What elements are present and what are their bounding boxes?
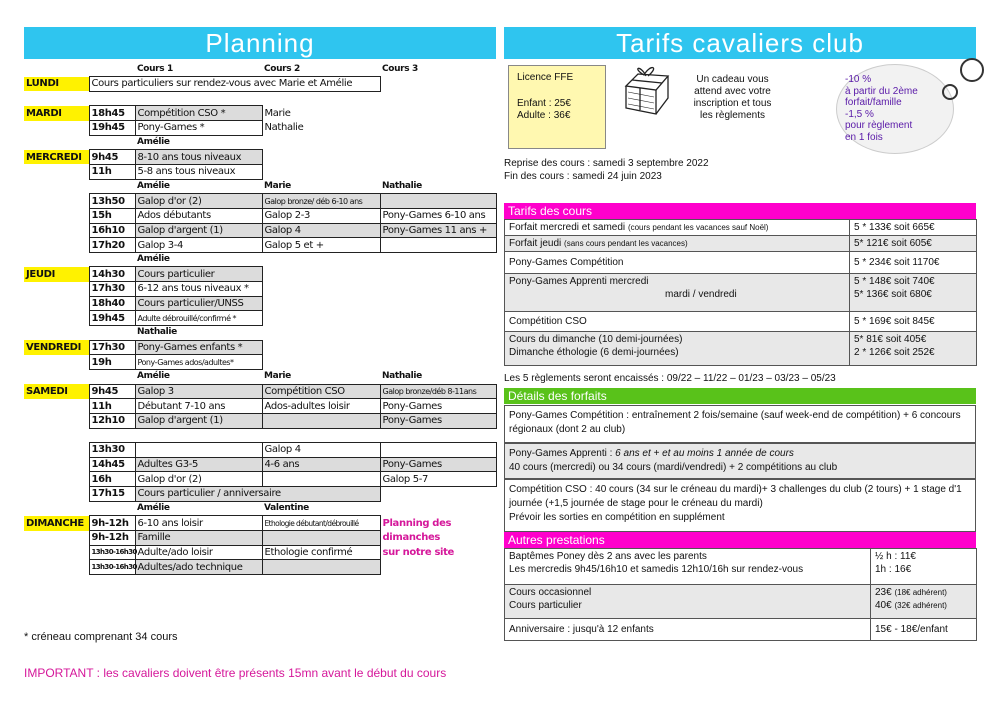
tarif-row <box>505 312 977 332</box>
time-cell: 16h <box>89 472 135 487</box>
cadeau-line: inscription et tous <box>693 98 772 109</box>
course-cell: Galop 4 <box>262 443 380 458</box>
time-cell: 14h30 <box>89 267 135 282</box>
bubble-ring <box>942 84 958 100</box>
course-cell <box>380 194 496 209</box>
instructor-label: Amélie <box>137 371 170 382</box>
mardi-row <box>24 121 496 136</box>
forfait-label: Pony-Games Apprenti : <box>509 448 616 459</box>
course-cell: Galop bronze/ déb 6-10 ans <box>262 194 380 209</box>
autre-label: Anniversaire : jusqu'à 12 enfants <box>505 619 871 641</box>
tarif-label: Forfait jeudi <box>509 238 562 249</box>
mercredi-row <box>24 208 496 223</box>
course-cell: Galop 5 et + <box>262 238 380 253</box>
time-cell: 19h45 <box>89 121 135 136</box>
tarif-row <box>505 252 977 274</box>
autres-table <box>504 548 977 641</box>
instructor-label: Amélie <box>137 254 170 265</box>
course-cell: 5-8 ans tous niveaux <box>135 164 262 179</box>
day-dimanche: DIMANCHE <box>24 516 89 531</box>
forfait-detail: Prévoir les sorties en compétition en supplément <box>509 512 725 523</box>
vendredi-row <box>24 340 496 355</box>
time-cell: 17h20 <box>89 238 135 253</box>
reprise-text: Reprise des cours : samedi 3 septembre 2022 <box>504 158 709 169</box>
course-cell: 4-6 ans <box>262 457 380 472</box>
tarif-label: mardi / vendredi <box>665 289 737 300</box>
course-cell: Galop d'argent (1) <box>135 223 262 238</box>
discount-line: -10 % <box>845 74 872 85</box>
samedi-row <box>24 413 496 428</box>
discount-line: pour règlement <box>845 120 913 131</box>
autre-row <box>505 585 977 619</box>
licence-box <box>508 65 606 149</box>
vendredi-row <box>24 355 496 370</box>
tarif-note: (sans cours pendant les vacances) <box>564 239 688 248</box>
day-vendredi: VENDREDI <box>24 340 89 355</box>
licence-adulte: Adulte : 36€ <box>517 110 571 121</box>
course-cell: Pony-Games <box>380 457 496 472</box>
course-cell: Compétition CSO <box>262 384 380 399</box>
day-jeudi: JEUDI <box>24 267 89 282</box>
autre-label: Les mercredis 9h45/16h10 et samedis 12h10/16h sur rendez-vous <box>509 564 804 575</box>
time-cell: 17h15 <box>89 487 135 502</box>
dimanche-row <box>24 531 496 546</box>
licence-enfant: Enfant : 25€ <box>517 98 571 109</box>
course-cell <box>262 560 380 575</box>
important-note: IMPORTANT : les cavaliers doivent être présents 15mn avant le début du cours <box>24 666 447 680</box>
autre-label: Cours occasionnel <box>509 587 592 598</box>
time-cell: 11h <box>89 399 135 414</box>
mardi-row <box>24 106 496 121</box>
discount-text <box>845 74 918 143</box>
course-cell <box>380 238 496 253</box>
footnote: * créneau comprenant 34 cours <box>24 631 178 643</box>
lundi-row <box>24 77 496 92</box>
forfait-cond: 6 ans et + et au moins 1 année de cours <box>615 448 794 459</box>
cadeau-text <box>660 74 805 122</box>
cadeau-line: les règlements <box>699 110 766 121</box>
jeudi-row <box>24 282 496 297</box>
jeudi-row <box>24 267 496 282</box>
forfaits-header: Détails des forfaits <box>504 388 976 404</box>
course-cell: Compétition CSO * <box>135 106 262 121</box>
col-header-3: Cours 3 <box>382 63 418 74</box>
autre-price: 23€ <box>875 587 892 598</box>
discount-line: à partir du 2ème <box>845 85 918 97</box>
tarif-label: Forfait mercredi et samedi <box>509 222 626 233</box>
mercredi-row <box>24 164 496 179</box>
course-cell: Galop 3-4 <box>135 238 262 253</box>
tarifs-cours-table <box>504 219 977 366</box>
tarif-label: Pony-Games Compétition <box>505 252 850 274</box>
autre-row <box>505 549 977 585</box>
jeudi-row <box>24 296 496 311</box>
discount-line: forfait/famille <box>845 97 902 108</box>
time-cell: 9h-12h <box>89 516 135 531</box>
tarif-price: 5* 81€ soit 405€ <box>854 334 927 345</box>
tarif-label: Cours du dimanche (10 demi-journées) <box>509 334 683 345</box>
tarif-price: 5 * 169€ soit 845€ <box>850 312 977 332</box>
tarif-row <box>505 236 977 252</box>
tarif-price: 5* 121€ soit 605€ <box>850 236 977 252</box>
time-cell: 13h50 <box>89 194 135 209</box>
instructor-label: Amélie <box>137 137 170 148</box>
course-cell: Galop 2-3 <box>262 208 380 223</box>
autre-label: Cours particulier <box>509 600 582 611</box>
course-cell: Adulte débrouillé/confirmé * <box>135 311 262 326</box>
col-header-1: Cours 1 <box>137 63 173 74</box>
course-cell: Pony-Games 6-10 ans <box>380 208 496 223</box>
autres-header: Autres prestations <box>504 532 976 548</box>
tarif-row <box>505 332 977 366</box>
forfait-cso <box>504 479 976 532</box>
course-cell: Ados débutants <box>135 208 262 223</box>
forfait-apprenti <box>504 443 976 479</box>
course-cell: Pony-Games * <box>135 121 262 136</box>
course-cell: Pony-Games 11 ans + <box>380 223 496 238</box>
course-cell: Pony-Games enfants * <box>135 340 262 355</box>
course-cell: Cours particulier/UNSS <box>135 296 262 311</box>
instructor-label: Marie <box>264 371 291 382</box>
day-mercredi: MERCREDI <box>24 150 89 165</box>
mercredi-row <box>24 194 496 209</box>
course-cell: Famille <box>135 531 262 546</box>
course-cell: Pony-Games <box>380 399 496 414</box>
course-cell: Galop 5-7 <box>380 472 496 487</box>
forfait-pg: Pony-Games Compétition : entraînement 2 fois/semaine (sauf week-end de compétition) + 6 concours régionaux (dont 2 au club) <box>504 405 976 443</box>
course-cell: Galop bronze/déb 8-11ans <box>380 384 496 399</box>
instructor-label: Amélie <box>137 180 170 191</box>
time-cell: 16h10 <box>89 223 135 238</box>
course-cell: Galop d'or (2) <box>135 194 262 209</box>
course-cell: Ethologie confirmé <box>262 545 380 560</box>
time-cell: 17h30 <box>89 340 135 355</box>
course-cell <box>262 472 380 487</box>
forfait-detail: 40 cours (mercredi) ou 34 cours (mardi/vendredi) + 2 compétitions au club <box>509 462 838 473</box>
dimanche-row <box>24 545 496 560</box>
tarif-price: 5 * 133€ soit 665€ <box>850 220 977 236</box>
time-cell: 17h30 <box>89 282 135 297</box>
time-cell: 9h-12h <box>89 531 135 546</box>
course-cell: Galop d'argent (1) <box>135 413 262 428</box>
col-header-2: Cours 2 <box>264 63 300 74</box>
mercredi-row <box>24 150 496 165</box>
tarif-row <box>505 220 977 236</box>
samedi-row <box>24 457 496 472</box>
time-cell: 12h10 <box>89 413 135 428</box>
course-cell <box>262 413 380 428</box>
planning-table <box>24 62 497 575</box>
instructor-label: Valentine <box>264 503 309 514</box>
course-cell: Galop d'or (2) <box>135 472 262 487</box>
time-cell: 13h30-16h30 <box>89 545 135 560</box>
time-cell: 11h <box>89 164 135 179</box>
autre-price: 1h : 16€ <box>875 564 912 575</box>
samedi-row <box>24 399 496 414</box>
course-cell <box>135 443 262 458</box>
mercredi-row <box>24 238 496 253</box>
dimanche-row <box>24 516 496 531</box>
instructor-label: Nathalie <box>382 371 422 382</box>
fin-text: Fin des cours : samedi 24 juin 2023 <box>504 171 662 182</box>
instructor-label: Nathalie <box>137 327 177 338</box>
course-cell: 8-10 ans tous niveaux <box>135 150 262 165</box>
course-cell: Cours particulier / anniversaire <box>135 487 380 502</box>
tarif-label: Pony-Games Apprenti mercredi <box>509 276 649 287</box>
samedi-row <box>24 443 496 458</box>
course-cell: Galop 4 <box>262 223 380 238</box>
instructor-label: Marie <box>264 180 291 191</box>
tarif-price: 5 * 234€ soit 1170€ <box>850 252 977 274</box>
tarif-label: Dimanche éthologie (6 demi-journées) <box>509 347 679 358</box>
samedi-row <box>24 487 496 502</box>
tarif-price: 5 * 148€ soit 740€ <box>854 276 935 287</box>
time-cell: 18h40 <box>89 296 135 311</box>
time-cell: 19h45 <box>89 311 135 326</box>
course-cell <box>262 531 380 546</box>
course-cell: Adultes G3-5 <box>135 457 262 472</box>
autre-price: ½ h : 11€ <box>875 551 916 562</box>
course-cell: Ados-adultes loisir <box>262 399 380 414</box>
time-cell: 18h45 <box>89 106 135 121</box>
licence-title: Licence FFE <box>517 72 574 83</box>
mercredi-row <box>24 223 496 238</box>
dimanche-note: dimanches <box>382 532 441 544</box>
tarif-note: (cours pendant les vacances sauf Noël) <box>627 223 769 232</box>
day-mardi: MARDI <box>24 106 89 121</box>
discount-line: -1,5 % <box>845 108 874 120</box>
time-cell: 15h <box>89 208 135 223</box>
course-cell: Pony-Games <box>380 413 496 428</box>
bubble-ring <box>960 58 984 82</box>
course-cell: Débutant 7-10 ans <box>135 399 262 414</box>
tarif-row <box>505 274 977 312</box>
tarif-label: Compétition CSO <box>505 312 850 332</box>
discount-line: en 1 fois <box>845 131 883 143</box>
course-cell <box>380 443 496 458</box>
dimanche-note: sur notre site <box>382 546 454 558</box>
course-cell: Pony-Games ados/adultes* <box>135 355 262 370</box>
planning-title: Planning <box>24 27 496 59</box>
time-cell: 9h45 <box>89 384 135 399</box>
autre-price: 15€ - 18€/enfant <box>871 619 977 641</box>
course-cell: Adulte/ado loisir <box>135 545 262 560</box>
instructor-label: Amélie <box>137 503 170 514</box>
dimanche-row <box>24 560 496 575</box>
jeudi-row <box>24 311 496 326</box>
course-cell: Adultes/ado technique <box>135 560 262 575</box>
autre-note: (32€ adhérent) <box>894 601 947 610</box>
samedi-row <box>24 472 496 487</box>
time-cell: 13h30-16h30 <box>89 560 135 575</box>
time-cell: 19h <box>89 355 135 370</box>
course-cell: Galop 3 <box>135 384 262 399</box>
autre-label: Baptêmes Poney dès 2 ans avec les parents <box>509 551 707 562</box>
day-samedi: SAMEDI <box>24 384 89 399</box>
tarif-price: 5* 136€ soit 680€ <box>854 289 932 300</box>
autre-note: (18€ adhérent) <box>894 588 947 597</box>
samedi-row <box>24 384 496 399</box>
time-cell: 13h30 <box>89 443 135 458</box>
lundi-text: Cours particuliers sur rendez-vous avec Marie et Amélie <box>89 77 380 92</box>
tarif-price: 2 * 126€ soit 252€ <box>854 347 935 358</box>
forfait-detail: Compétition CSO : 40 cours (34 sur le créneau du mardi)+ 3 challenges du club (2 tours) + 1 stage d'1 journée (+1,5 journée de stage pour le créneau du mardi) <box>509 484 962 509</box>
time-cell: 14h45 <box>89 457 135 472</box>
autre-price: 40€ <box>875 600 892 611</box>
reglements-text: Les 5 règlements seront encaissés : 09/22 – 11/22 – 01/23 – 03/23 – 05/23 <box>504 373 836 384</box>
instructor-cell: Nathalie <box>264 122 304 134</box>
dimanche-note: Planning des <box>382 517 452 529</box>
time-cell: 9h45 <box>89 150 135 165</box>
instructor-cell: Marie <box>264 107 291 119</box>
planning-header-row <box>24 62 496 77</box>
course-cell: Cours particulier <box>135 267 262 282</box>
tarifs-title: Tarifs cavaliers club <box>504 27 976 59</box>
course-cell: 6-10 ans loisir <box>135 516 262 531</box>
cadeau-line: attend avec votre <box>694 86 771 97</box>
tarifs-cours-header: Tarifs des cours <box>504 203 976 219</box>
instructor-label: Nathalie <box>382 180 422 191</box>
season-dates <box>504 157 709 183</box>
autre-row <box>505 619 977 641</box>
cadeau-line: Un cadeau vous <box>696 74 769 85</box>
day-lundi: LUNDI <box>24 77 89 92</box>
course-cell: Ethologie débutant/débrouillé <box>262 516 380 531</box>
course-cell: 6-12 ans tous niveaux * <box>135 282 262 297</box>
